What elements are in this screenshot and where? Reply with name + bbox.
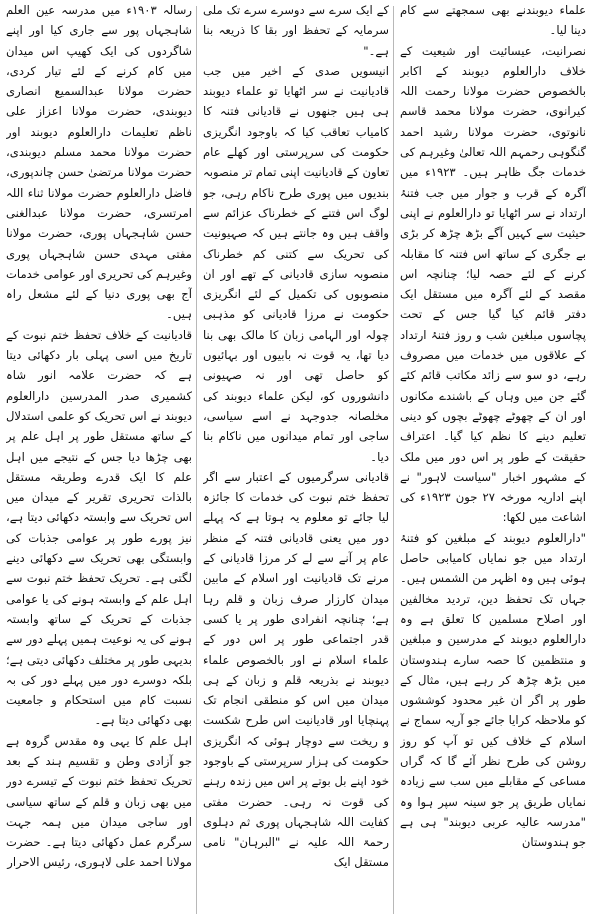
paragraph: علماء دیوبندنے بھی سمجھتے سے کام دینا لیا۔ [400, 3, 586, 38]
paragraph: "دارالعلوم دیوبند کے مبلغین کو فتنۂ ارتداد میں جو نمایاں کامیابی حاصل ہوئی ہیں وہ اظہر من الشمس ہیں۔ جہاں تک تحفظ دین، تردید مخالفین اور اصلاح مسلمین کا تعلق ہے وہ دارالعلوم دیوبند کے مدرسین و مبلغین و منتظمین کا حصہ سارے ہندوستان میں بڑھ چڑھ کر رہے ہیں، مثال کے طور پر اگر ان غیر محدود کوششوں کو ملاحظہ کرایا جائے جو آریہ سماج نے اسلام کے خلاف کیں تو آپ کو روز روشن کی طرح نظر آئے گا کہ گراں مساعی کے مقابلے میں سب سے زیادہ نمایاں طریق پر جو سینہ سپر ہوا وہ "مدرسہ عالیہ عربی دیوبند" ہی ہے جو ہندوستان [400, 530, 586, 850]
column-divider [393, 6, 394, 914]
text-column-middle [203, 0, 389, 920]
paragraph: نصرانیت، عیسائیت اور شیعیت کے خلاف دارالعلوم دیوبند کے اکابر بالخصوص حضرت مولانا رحمت اللہ کیرانوی، حضرت مولانا محمد قاسم نانوتوی، حضرت مولانا رشید احمد گنگوہی رحمہم اللہ تعالیٰ وغیرہم کی خدمات جگ ظاہر ہیں۔ ۱۹۲۳ء میں آگرہ کے قرب و جوار میں جب فتنۂ ارتداد نے سر اٹھایا تو دارالعلوم نے اپنی حیثیت سے کہیں آگے بڑھ چڑھ کر بڑی بے جگری کے ساتھ اس فتنہ کا مقابلہ کرنے کے لئے حصہ لیا؛ چنانچہ اس مقصد کے لئے آگرہ میں مستقل ایک دفتر قائم کیا گیا جس کے تحت پچاسوں مبلغین شب و روز فتنۂ ارتداد کے علاقوں میں خدمات میں مصروف رہے، دو سو سے زائد مکاتب قائم کئے گئے جن میں وہاں کے باشندے مکانوں اور ان کے چھوٹے چھوٹے بچوں کو دینی تعلیم دینے کا نظم کیا گیا۔ اعتراف حقیقت کے طور پر اس دور میں ملک کے مشہور اخبار "سیاست لاہور" نے اپنے اداریہ مورخہ ۲۷ جون ۱۹۲۳ء کی اشاعت میں لکھا: [400, 43, 586, 525]
paragraph: قادیانیت کے خلاف تحفظ ختم نبوت کے تاریخ میں اسی پہلی بار دکھائی دیتا ہے کہ حضرت علامہ انور شاہ کشمیری صدر المدرسین دارالعلوم دیوبند نے اس تحریک کو علمی استدلال کے ساتھ مستقل طور پر اہل علم پر بھی چڑھا دیا جس کے نتیجے میں اہل علم کا ایک قدرے وطریقہ مستقل بالذات تحریری تقریر کے میدان میں اس تحریک سے وابستہ دکھائی دیتا ہے، نیز پورے طور پر عوامی جذبات کی وابستگی بھی تحریک سے دکھائی دینے لگتی ہے۔ تحریک تحفظ ختم نبوت سے اہل علم کے وابستہ ہونے کی یا عوامی جذبات کے تحریک کے ساتھ وابستہ ہونے کی یہ نوعیت ہمیں پہلے دور سے بدیہی طور پر مختلف دکھائی دیتی ہے؛ بلکہ دوسرے دور میں پہلے دور کی بہ نسبت کام میں استحکام و جامعیت بھی دکھائی دیتا ہے۔ [6, 327, 192, 728]
paragraph: کے ایک سرے سے دوسرے سرے تک ملی سرمایہ کے تحفظ اور بقا کا ذریعہ بنا ہے۔" [203, 3, 389, 58]
text-column-left [6, 0, 192, 920]
text-column-right [400, 0, 586, 920]
paragraph: انیسویں صدی کے اخیر میں جب قادیانیت نے سر اٹھایا تو علماء دیوبند ہی ہیں جنھوں نے قادیانی فتنہ کا کامیاب تعاقب کیا کہ باوجود انگریزی حکومت کی سرپرستی اور کھلے عام تعاون کے قادیانیت اپنی تمام تر منصوبہ بندیوں میں پوری طرح ناکام رہی، جو لوگ اس فتنے کے خطرناک عزائم سے واقف ہیں وہ جانتے ہیں کہ صہیونیت کی تحریک سے کتنی کم خطرناک منصوبہ سازی قادیانی کے تھے اور ان منصوبوں کی تکمیل کے لئے انگریزی حکومت نے مرزا قادیانی کو مذہبی چولہ اور الہامی زبان کا مالک بھی بنا دیا تھا، یہ قوت نہ بابیوں اور بہائیوں کو حاصل تھی اور نہ صہیونی دانشوروں کو، لیکن علماء دیوبند کی مخلصانہ جدوجہد نے اسے سیاسی، ساجی اور تمام میدانوں میں ناکام بنا دیا۔ [203, 63, 389, 464]
paragraph: قادیانی سرگرمیوں کے اعتبار سے اگر تحفظ ختم نبوت کی خدمات کا جائزہ لیا جائے تو معلوم یہ ہوتا ہے کہ پہلے دور میں یعنی قادیانی فتنہ کے منظر عام پر آنے سے لے کر مرزا قادیانی کے مرنے تک قادیانیت اور اسلام کے مابین میدان کارزار صرف زبان و قلم رہا ہے؛ چنانچہ انفرادی طور پر یا کسی قدر اجتماعی طور پر اس دور کے علماء اسلام نے اور بالخصوص علماء دیوبند نے بذریعہ قلم و زبان کے ہی میدان میں اس کو منطقی انجام تک پہنچایا اور قادیانیت اس طرح شکست و ریخت سے دوچار ہوئی کہ انگریزی حکومت کی ہزار سرپرستی کے باوجود خود اپنے بل بوتے پر اس میں زندہ رہنے کی قوت نہ رہی۔ حضرت مفتی کفایت اللہ شاہجہاں پوری ثم دہلوی رحمۃ اللہ علیہ نے "البرہان" نامی مستقل ایک [203, 469, 389, 870]
paragraph: رسالہ ۱۹۰۳ء میں مدرسہ عین العلم شاہجہاں پور سے جاری کیا اور اپنے شاگردوں کی ایک کھیپ اس میدان میں کام کرنے کے لئے تیار کردی، حضرت مولانا عبدالسمیع انصاری دیوبندی، حضرت مولانا اعزاز علی ناظم تعلیمات دارالعلوم دیوبند اور حضرت مولانا محمد مسلم دیوبندی، حضرت مولانا مرتضیٰ حسن چاندپوری، فاضل دارالعلوم حضرت مولانا ثناء اللہ امرتسری، حضرت مولانا عبدالغنی حسن شاہجہاں پوری، حضرت مولانا مفتی مہدی حسن شاہجہاں پوری وغیرہم کی تحریری اور عوامی خدمات آج بھی پوری دنیا کے لئے مشعل راہ ہیں۔ [6, 3, 192, 322]
paragraph: اہل علم کا یہی وہ مقدس گروہ ہے جو آزادی وطن و تقسیم ہند کے بعد تحریک تحفظ ختم نبوت کے تیسرے دور میں بھی زبان و قلم کے ساتھ سیاسی اور ساجی میدان میں ہمہ جہت سرگرم عمل دکھائی دیتا ہے۔ حضرت مولانا احمد علی لاہوری، رئیس الاحرار [6, 733, 192, 870]
column-divider [196, 6, 197, 914]
